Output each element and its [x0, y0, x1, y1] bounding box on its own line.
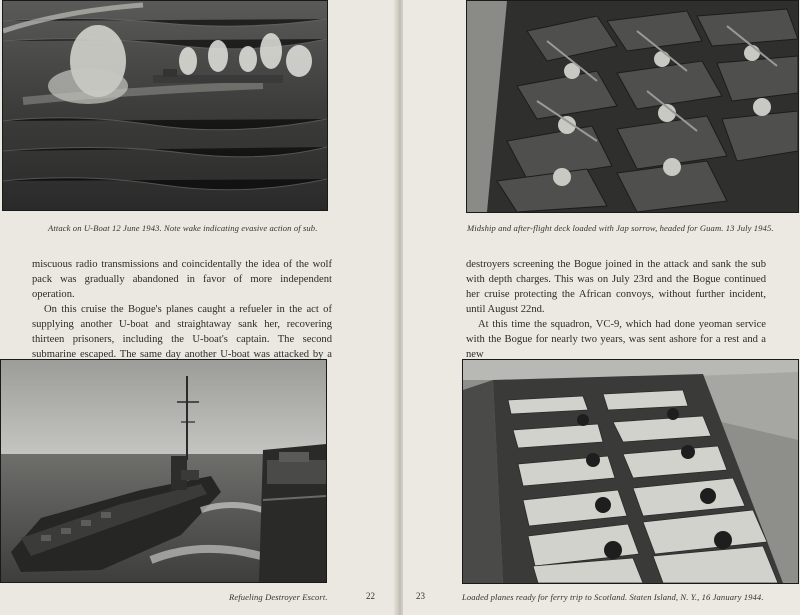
right-paragraph-1: destroyers screening the Bogue joined in the attack and sank the sub with depth charges. This was on July 23rd and the Bogue continued her cruise protecting the African convoys, without further incident, until August 22nd.: [466, 259, 766, 315]
right-body-text: [466, 257, 766, 362]
flight-deck-caption: Midship and after-flight deck loaded with Jap sorrow, headed for Guam. 13 July 1945.: [467, 223, 774, 233]
left-paragraph-2: On this cruise the Bogue's planes caught a refueler in the act of supplying another U-boat and straightaway sank her, recovering thirteen prisoners, including the U-boat's captain. The second submarine escaped. The same day another U-boat was attacked by a: [32, 304, 332, 360]
right-paragraph-2: At this time the squadron, VC-9, which had done yeoman service with the Bogue for nearly two years, was sent ashore for a rest and a new: [466, 319, 766, 360]
uboat-attack-photo: [2, 0, 328, 211]
page-number-right: 23: [416, 591, 425, 601]
left-page: [0, 0, 397, 615]
loaded-planes-caption: Loaded planes ready for ferry trip to Scotland. Staten Island, N. Y., 16 January 1944.: [462, 592, 764, 602]
uboat-attack-caption: Attack on U-Boat 12 June 1943. Note wake indicating evasive action of sub.: [48, 223, 318, 233]
refueling-caption: Refueling Destroyer Escort.: [229, 592, 328, 602]
loaded-planes-photo: [462, 359, 799, 584]
refueling-destroyer-photo: [0, 359, 327, 583]
page-number-left: 22: [366, 591, 375, 601]
flight-deck-photo: [466, 0, 799, 213]
left-paragraph-1: miscuous radio transmissions and coincidentally the idea of the wolf pack was gradually abandoned in favor of more independent operation.: [32, 259, 332, 300]
right-page: [403, 0, 800, 615]
